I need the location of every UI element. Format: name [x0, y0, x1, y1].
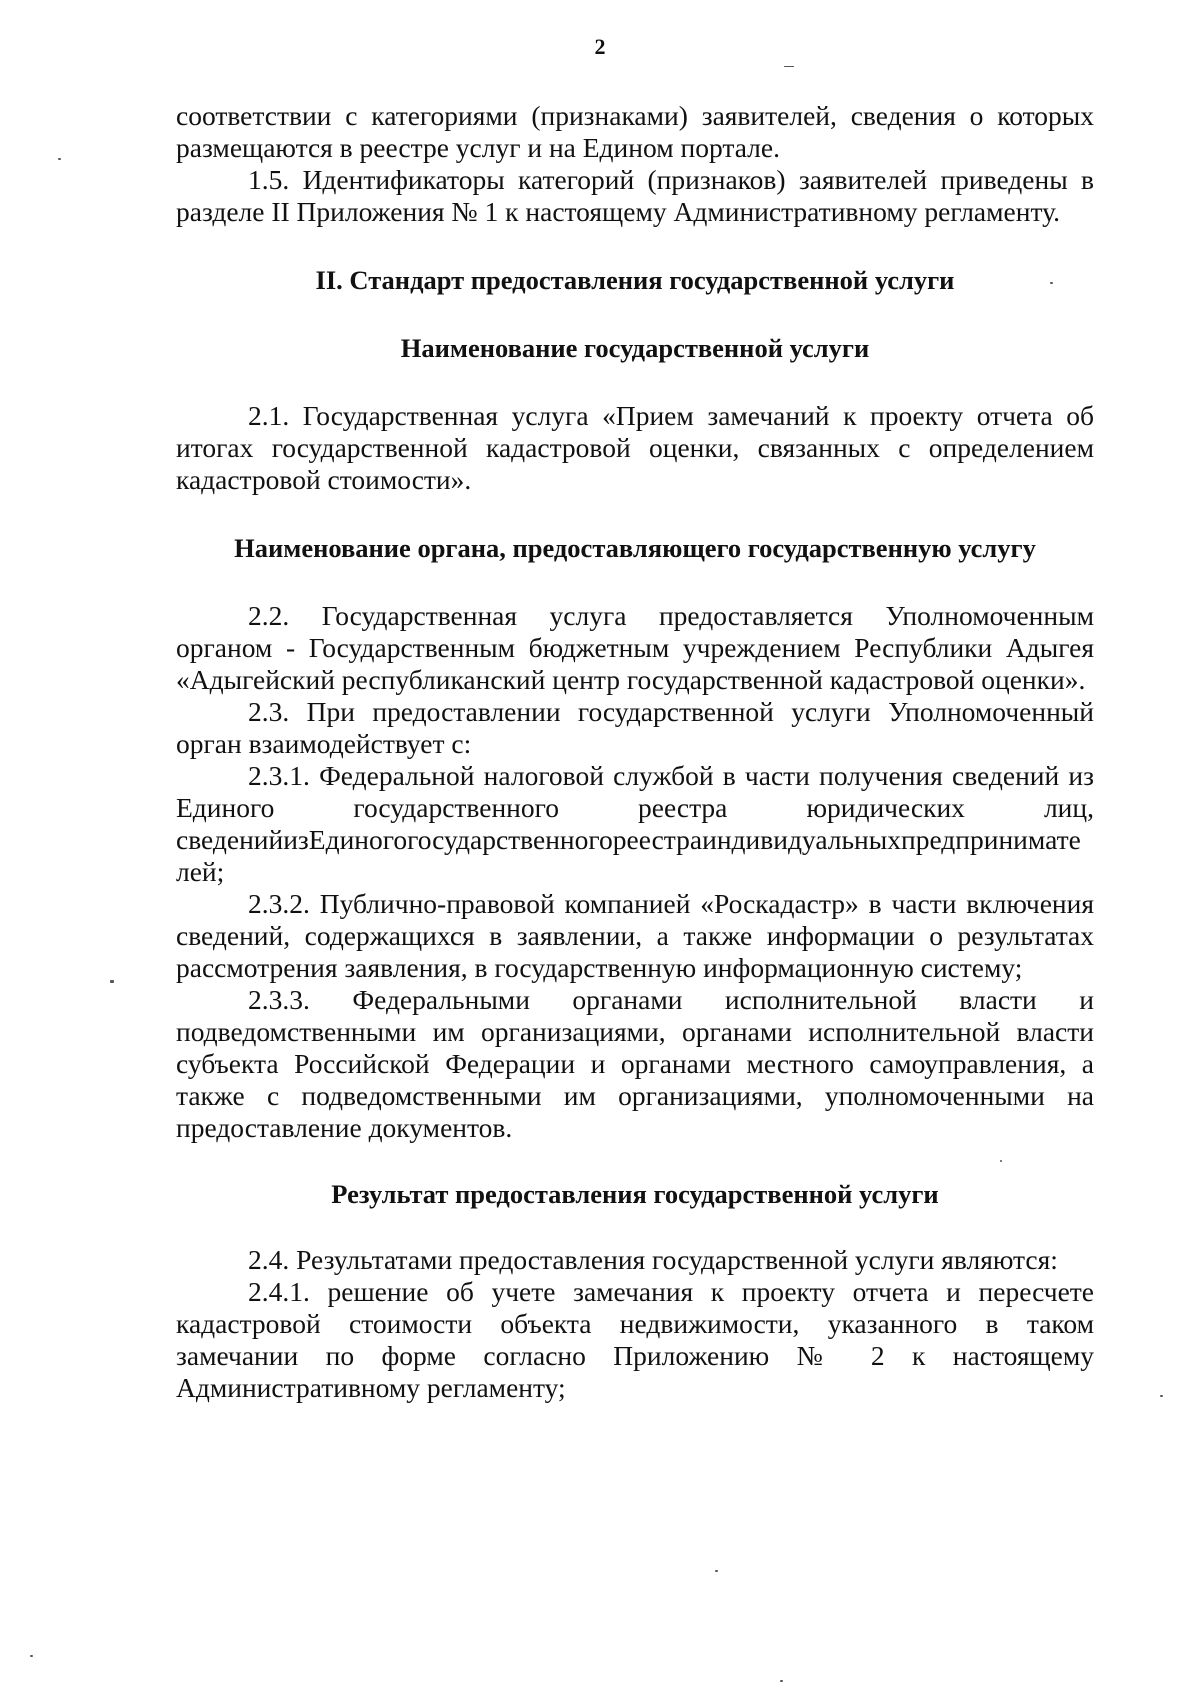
paragraph-1-5: 1.5. Идентификаторы категорий (признаков) заявителей приведены в разделе II Приложения № 1 к настоящему Административному регламенту.: [176, 164, 1094, 227]
scan-speck: [780, 1680, 783, 1682]
paragraph-2-3: 2.3. При предоставлении государственной услуги Уполномоченный орган взаимодействует с:: [176, 696, 1094, 759]
scan-speck: [1160, 1395, 1163, 1397]
scan-speck: [30, 1655, 33, 1657]
scan-speck: [58, 158, 61, 160]
heading-service-name: Наименование государственной услуги: [400, 333, 870, 363]
paragraph-2-3-2: 2.3.2. Публично-правовой компанией «Роскадастр» в части включения сведений, содержащихся в заявлении, а также информации о результатах рассмотрения заявления, в государственную информационную систему;: [176, 888, 1094, 983]
section-title: II. Стандарт предоставления государственной услуги: [315, 265, 955, 295]
heading-result: Результат предоставления государственной услуги: [331, 1179, 939, 1209]
paragraph-2-3-1-continuation: сведенийизЕдиногогосударственногореестраиндивидуальныхпредпринимателей;: [176, 824, 1081, 887]
paragraph-2-1: 2.1. Государственная услуга «Прием замечаний к проекту отчета об итогах государственной кадастровой оценки, связанных с определением кадастровой стоимости».: [176, 400, 1094, 495]
paragraph-2-3-1: 2.3.1. Федеральной налоговой службой в части получения сведений из Единого государственного реестра юридических лиц,: [176, 760, 1094, 823]
page-number: 2: [594, 34, 606, 59]
document-body: [176, 100, 1094, 1404]
scan-speck: [1050, 282, 1053, 284]
paragraph-2-4: 2.4. Результатами предоставления государственной услуги являются:: [248, 1244, 1058, 1275]
paragraph-continuation: соответствии с категориями (признаками) заявителей, сведения о которых размещаются в реестре услуг и на Едином портале.: [176, 100, 1094, 163]
scan-speck: [784, 66, 794, 67]
scan-speck: [1000, 1160, 1002, 1162]
scan-speck: [110, 980, 114, 983]
paragraph-2-4-1: 2.4.1. решение об учете замечания к проекту отчета и пересчете кадастровой стоимости объекта недвижимости, указанного в таком замечании по форме согласно Приложению № 2 к настоящему Административному регламенту;: [176, 1276, 1094, 1403]
paragraph-2-2: 2.2. Государственная услуга предоставляется Уполномоченным органом - Государственным бюджетным учреждением Республики Адыгея «Адыгейский республиканский центр государственной кадастровой оценки».: [176, 600, 1094, 695]
scan-speck: [715, 1570, 718, 1572]
paragraph-2-3-3: 2.3.3. Федеральными органами исполнительной власти и подведомственными им организациями, органами исполнительной власти субъекта Российской Федерации и органами местного самоуправления, а также с подведомственными им организациями, уполномоченными на предоставление документов.: [176, 984, 1094, 1143]
heading-authority: Наименование органа, предоставляющего государственную услугу: [234, 533, 1036, 563]
